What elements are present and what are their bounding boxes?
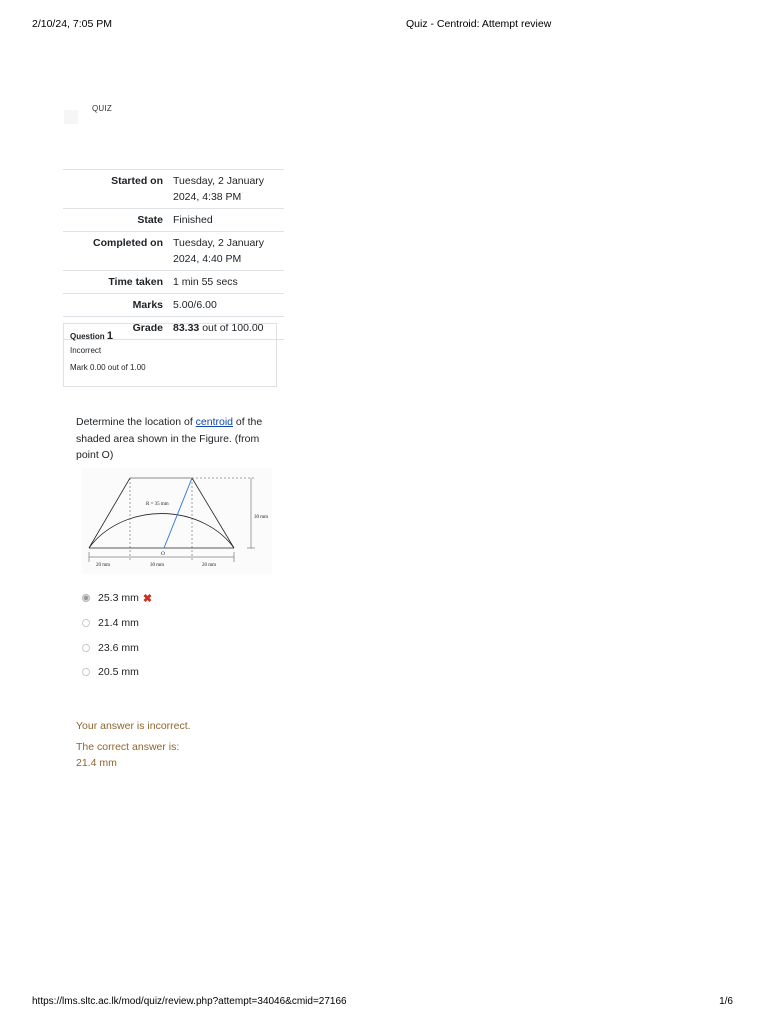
answer-options <box>82 586 152 685</box>
question-mark: Mark 0.00 out of 1.00 <box>70 363 146 372</box>
summary-label: Grade <box>132 322 163 334</box>
summary-value: 1 min 55 secs <box>173 276 238 288</box>
radius-label: R = 35 mm <box>146 502 169 507</box>
incorrect-icon: ✖ <box>142 592 153 605</box>
print-datetime: 2/10/24, 7:05 PM <box>32 18 112 30</box>
summary-value-line: 2024, 4:38 PM <box>173 191 242 203</box>
summary-row <box>63 294 284 317</box>
question-figure <box>82 468 272 574</box>
answer-option[interactable] <box>82 611 152 636</box>
dim-mid-label: 30 mm <box>150 563 165 568</box>
radio[interactable] <box>82 668 90 676</box>
summary-value: 5.00/6.00 <box>173 299 217 311</box>
specific-feedback: Your answer is incorrect. <box>76 720 191 732</box>
summary-row <box>63 209 284 232</box>
radio-selected[interactable] <box>82 594 90 602</box>
summary-value-line: 2024, 4:40 PM <box>173 253 242 265</box>
radio[interactable] <box>82 619 90 627</box>
breadcrumb-marker <box>64 110 78 124</box>
question-text-after: of the shaded area shown in the Figure. (from point O) <box>76 416 263 461</box>
answer-option-text: 21.4 mm <box>98 617 139 630</box>
grade-out-of: out of 100.00 <box>199 322 264 334</box>
radio[interactable] <box>82 644 90 652</box>
origin-label: O <box>161 551 165 557</box>
summary-value <box>169 170 284 209</box>
correct-answer-label: The correct answer is: <box>76 741 180 753</box>
glossary-link-centroid[interactable]: centroid <box>195 416 234 428</box>
summary-label: Started on <box>111 175 163 187</box>
dim-left-label: 20 mm <box>96 563 111 568</box>
answer-option-text: 20.5 mm <box>98 666 139 679</box>
summary-row <box>63 271 284 294</box>
correct-answer-value: 21.4 mm <box>76 757 117 769</box>
summary-value-line: Tuesday, 2 January <box>173 175 265 187</box>
summary-label: Completed on <box>93 237 163 249</box>
answer-option-text: 23.6 mm <box>98 641 139 654</box>
print-page-number: 1/6 <box>719 996 733 1007</box>
answer-option[interactable] <box>82 586 152 611</box>
summary-label: State <box>137 214 163 226</box>
answer-option-text: 25.3 mm <box>98 592 139 605</box>
question-info-box <box>63 323 277 387</box>
question-number <box>70 330 276 342</box>
attempt-summary-table <box>63 169 284 340</box>
summary-value-line: Tuesday, 2 January <box>173 237 265 249</box>
dim-right-label: 20 mm <box>202 563 217 568</box>
question-feedback <box>76 718 191 771</box>
print-doc-title: Quiz - Centroid: Attempt review <box>406 18 552 30</box>
summary-row <box>63 232 284 271</box>
summary-label: Marks <box>132 299 163 311</box>
height-label: 30 mm <box>254 515 269 520</box>
question-text-before: Determine the location of <box>76 416 196 428</box>
answer-option[interactable] <box>82 635 152 660</box>
print-url: https://lms.sltc.ac.lk/mod/quiz/review.php?attempt=34046&cmid=27166 <box>32 996 347 1007</box>
question-state: Incorrect <box>70 346 102 355</box>
summary-value: Finished <box>173 214 213 226</box>
breadcrumb[interactable]: QUIZ <box>92 104 112 113</box>
summary-label: Time taken <box>108 276 163 288</box>
question-text <box>76 414 276 464</box>
summary-value <box>169 232 284 271</box>
question-label: Question <box>70 332 105 341</box>
summary-row <box>63 170 284 209</box>
answer-option[interactable] <box>82 660 152 685</box>
grade-value: 83.33 <box>173 322 200 334</box>
question-number-value: 1 <box>106 330 114 342</box>
